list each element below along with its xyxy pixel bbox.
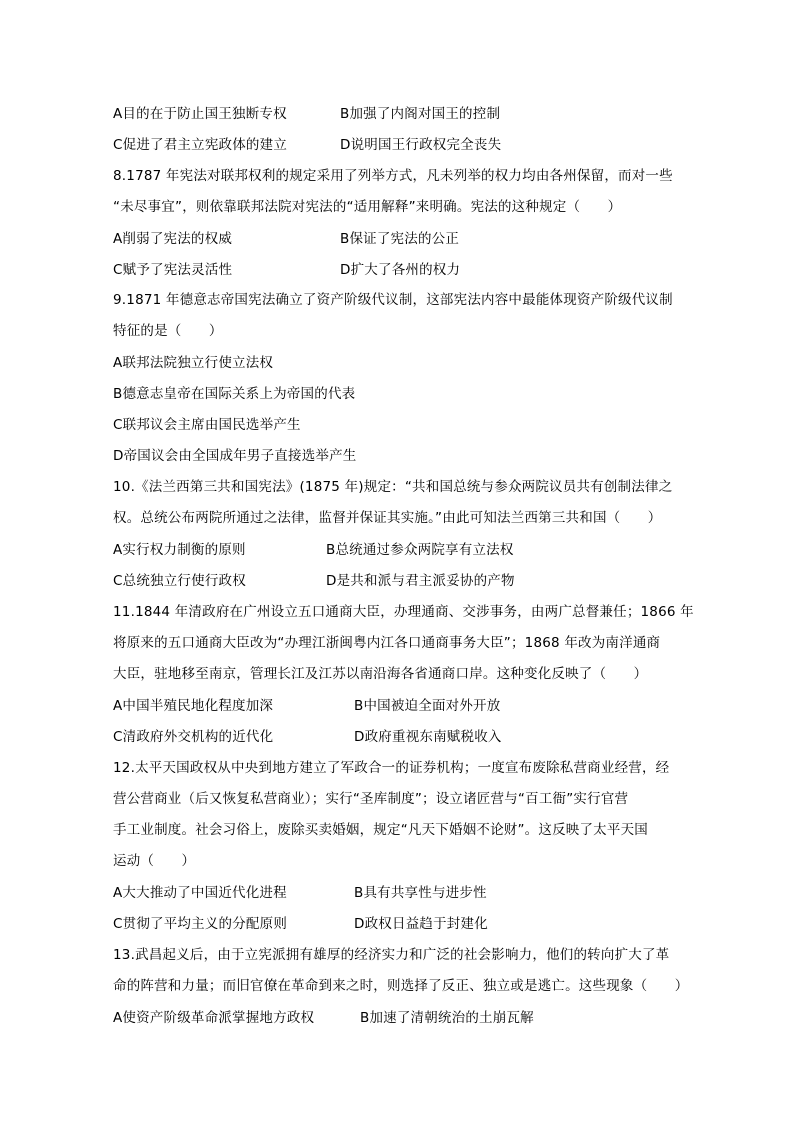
q9-stem-line-2: 特征的是（ ） — [113, 323, 223, 339]
q9-option-a: A联邦法院独立行使立法权 — [113, 355, 274, 371]
q11-stem-line-1: 11.1844 年清政府在广州设立五口通商大臣，办理通商、交涉事务，由两广总督兼任；1866 年 — [113, 604, 694, 620]
q11-stem-line-2: 将原来的五口通商大臣改为“办理江浙闽粤内江各口通商事务大臣”；1868 年改为南洋通商 — [113, 635, 661, 651]
q11-option-d: D政府重视东南赋税收入 — [354, 729, 502, 745]
q11-option-a: A中国半殖民地化程度加深 — [113, 698, 274, 714]
q12-stem-line-4: 运动（ ） — [113, 853, 196, 869]
q10-option-c: C总统独立行使行政权 — [113, 573, 246, 589]
q7-option-a: A目的在于防止国王独断专权 — [113, 106, 287, 122]
q10-stem-line-2: 权。总统公布两院所通过之法律，监督并保证其实施。”由此可知法兰西第三共和国（ ） — [113, 510, 662, 526]
q11-option-c: C清政府外交机构的近代化 — [113, 729, 274, 745]
q12-stem-line-2: 营公营商业（后又恢复私营商业）；实行“圣库制度”；设立诸匠营与“百工衙”实行官营 — [113, 791, 629, 807]
q10-option-a: A实行权力制衡的原则 — [113, 542, 246, 558]
q13-stem-line-1: 13.武昌起义后，由于立宪派拥有雄厚的经济实力和广泛的社会影响力，他们的转向扩大了革 — [113, 947, 670, 963]
q7-option-c: C促进了君主立宪政体的建立 — [113, 137, 288, 153]
q8-stem-line-2: “未尽事宜”，则依靠联邦法院对宪法的“适用解释”来明确。宪法的这种规定（ ） — [113, 199, 622, 215]
q10-option-d: D是共和派与君主派妥协的产物 — [326, 573, 515, 589]
q10-option-b: B总统通过参众两院享有立法权 — [326, 542, 514, 558]
q9-option-c: C联邦议会主席由国民选举产生 — [113, 417, 301, 433]
q12-option-a: A大大推动了中国近代化进程 — [113, 885, 287, 901]
q8-stem-line-1: 8.1787 年宪法对联邦权利的规定采用了列举方式，凡未列举的权力均由各州保留，而对一些 — [113, 168, 673, 184]
q8-option-d: D扩大了各州的权力 — [340, 262, 461, 278]
q13-option-b: B加速了清朝统治的土崩瓦解 — [360, 1010, 534, 1026]
q13-stem-line-2: 命的阵营和力量；而旧官僚在革命到来之时，则选择了反正、独立或是逃亡。这些现象（ ） — [113, 978, 689, 994]
q8-option-b: B保证了宪法的公正 — [340, 231, 460, 247]
q12-stem-line-3: 手工业制度。社会习俗上，废除买卖婚姻，规定“凡天下婚姻不论财”。这反映了太平天国 — [113, 822, 648, 838]
q7-option-d: D说明国王行政权完全丧失 — [340, 137, 502, 153]
q10-stem-line-1: 10.《法兰西第三共和国宪法》(1875 年)规定：“共和国总统与参众两院议员共有创制法律之 — [113, 479, 673, 495]
q8-option-c: C赋予了宪法灵活性 — [113, 262, 233, 278]
q11-option-b: B中国被迫全面对外开放 — [354, 698, 501, 714]
q8-option-a: A削弱了宪法的权威 — [113, 231, 233, 247]
q12-option-b: B具有共享性与进步性 — [354, 885, 487, 901]
q9-option-b: B德意志皇帝在国际关系上为帝国的代表 — [113, 386, 356, 402]
q7-option-b: B加强了内阁对国王的控制 — [340, 106, 501, 122]
q9-stem-line-1: 9.1871 年德意志帝国宪法确立了资产阶级代议制，这部宪法内容中最能体现资产阶级代议制 — [113, 292, 673, 308]
q12-option-c: C贯彻了平均主义的分配原则 — [113, 916, 288, 932]
q12-option-d: D政权日益趋于封建化 — [354, 916, 488, 932]
q9-option-d: D帝国议会由全国成年男子直接选举产生 — [113, 448, 357, 464]
q13-option-a: A使资产阶级革命派掌握地方政权 — [113, 1010, 315, 1026]
q11-stem-line-3: 大臣，驻地移至南京，管理长江及江苏以南沿海各省通商口岸。这种变化反映了（ ） — [113, 666, 648, 682]
q12-stem-line-1: 12.太平天国政权从中央到地方建立了军政合一的证券机构；一度宣布废除私营商业经营，经 — [113, 760, 670, 776]
